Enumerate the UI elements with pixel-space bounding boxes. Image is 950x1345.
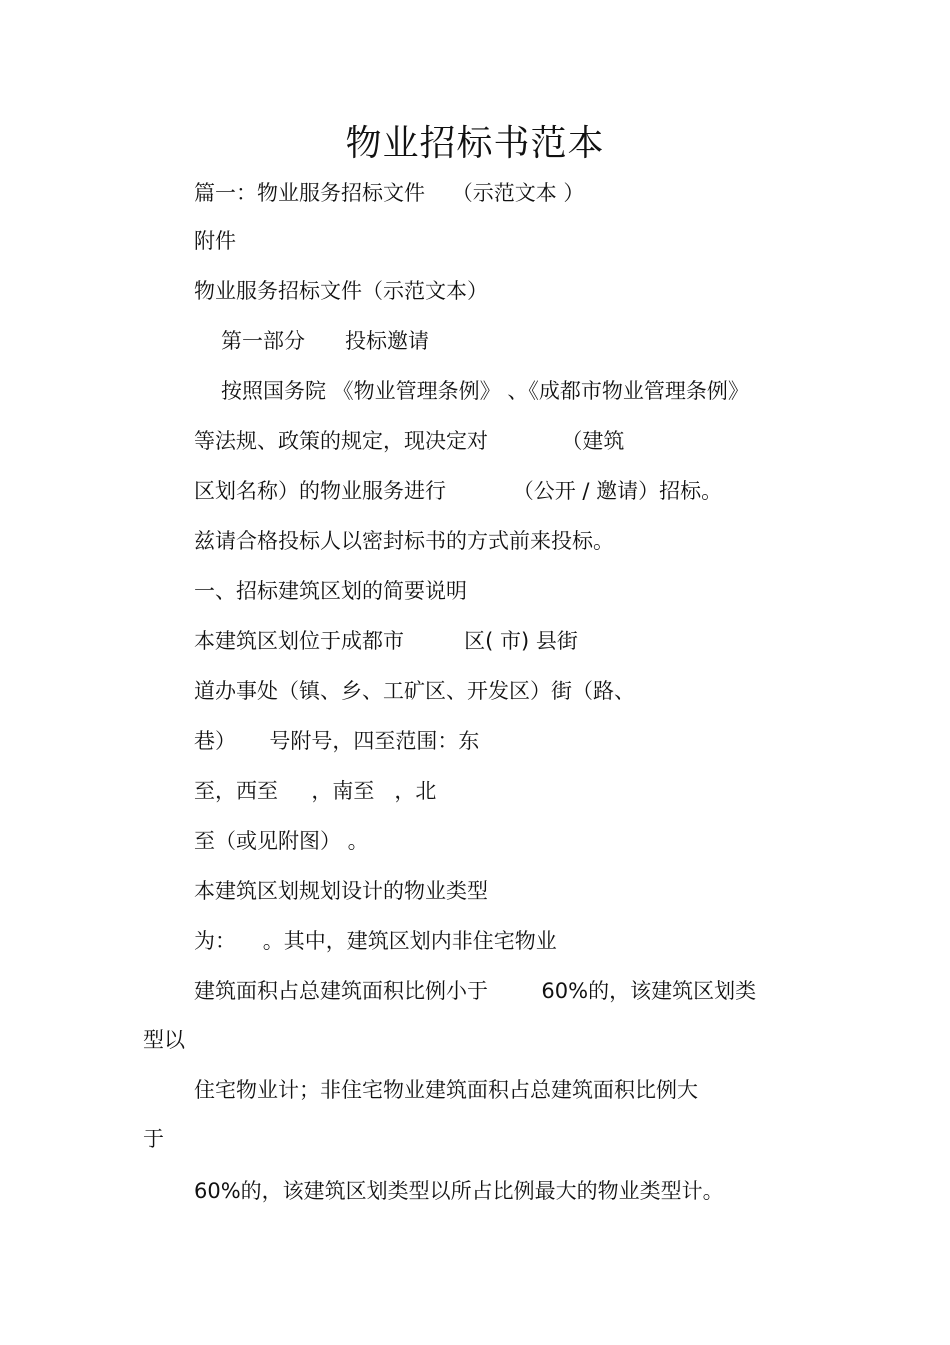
text-line: 至，西至 ，南至 ，北 [194, 779, 437, 803]
text-line: 60%的，该建筑区划类型以所占比例最大的物业类型计。 [194, 1179, 724, 1203]
text-line: 于 [143, 1127, 164, 1151]
text-line: 巷） 号附号，四至范围：东 [194, 729, 480, 753]
text-line: 道办事处（镇、乡、工矿区、开发区）街（路、 [194, 679, 635, 703]
text-line: 型以 [143, 1028, 185, 1052]
text-line: 至（或见附图） 。 [194, 829, 369, 853]
text-line: 区划名称）的物业服务进行 （公开 / 邀请）招标。 [194, 479, 723, 503]
text-line: 按照国务院 《物业管理条例》 、《成都市物业管理条例》 [221, 379, 749, 403]
text-line: 附件 [194, 229, 236, 253]
text-line: 等法规、政策的规定，现决定对 （建筑 [194, 429, 625, 453]
text-line: 兹请合格投标人以密封标书的方式前来投标。 [194, 529, 614, 553]
text-line: 为： 。其中，建筑区划内非住宅物业 [194, 929, 557, 953]
text-line: 篇一：物业服务招标文件 （示范文本 ） [194, 181, 585, 205]
document-title: 物业招标书范本 [345, 123, 605, 164]
text-line: 建筑面积占总建筑面积比例小于 60%的，该建筑区划类 [194, 979, 757, 1003]
section-heading: 一、招标建筑区划的简要说明 [194, 579, 467, 603]
text-line: 住宅物业计；非住宅物业建筑面积占总建筑面积比例大 [194, 1078, 698, 1102]
text-line: 物业服务招标文件（示范文本） [194, 279, 488, 303]
text-line: 第一部分 投标邀请 [221, 329, 430, 353]
text-line: 本建筑区划规划设计的物业类型 [194, 879, 488, 903]
text-line: 本建筑区划位于成都市 区( 市) 县街 [194, 629, 578, 653]
